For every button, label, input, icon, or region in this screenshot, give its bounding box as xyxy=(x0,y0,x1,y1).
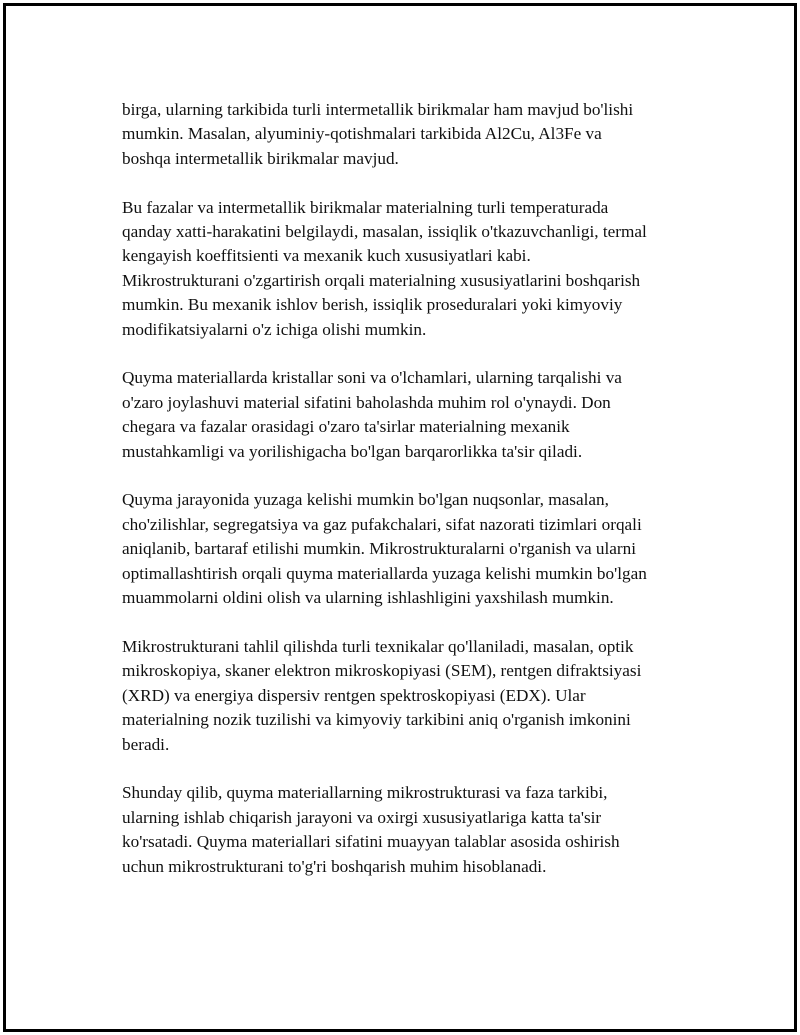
text-line: mumkin. Masalan, alyuminiy-qotishmalari tarkibida Al2Cu, Al3Fe va xyxy=(122,124,602,144)
text-line: optimallashtirish orqali quyma materiallarda yuzaga kelishi mumkin bo'lgan xyxy=(122,563,647,583)
text-line: cho'zilishlar, segregatsiya va gaz pufakchalari, sifat nazorati tizimlari orqali xyxy=(122,514,642,534)
text-line: modifikatsiyalarni o'z ichiga olishi mumkin. xyxy=(122,319,427,339)
paragraph-2 xyxy=(122,196,692,342)
text-line: beradi. xyxy=(122,734,170,754)
text-line: aniqlanib, bartaraf etilishi mumkin. Mikrostrukturalarni o'rganish va ularni xyxy=(122,539,636,559)
text-line: muammolarni oldini olish va ularning ishlashligini yaxshilash mumkin. xyxy=(122,588,614,608)
text-line: ko'rsatadi. Quyma materiallari sifatini muayyan talablar asosida oshirish xyxy=(122,832,620,852)
text-line: Mikrostrukturani tahlil qilishda turli texnikalar qo'llaniladi, masalan, optik xyxy=(122,636,634,656)
text-line: mumkin. Bu mexanik ishlov berish, issiqlik proseduralari yoki kimyoviy xyxy=(122,295,623,315)
text-line: mustahkamligi va yorilishigacha bo'lgan barqarorlikka ta'sir qiladi. xyxy=(122,441,583,461)
text-line: birga, ularning tarkibida turli intermetallik birikmalar ham mavjud bo'lishi xyxy=(122,100,634,119)
text-line: qanday xatti-harakatini belgilaydi, masalan, issiqlik o'tkazuvchanligi, termal xyxy=(122,222,647,242)
text-line: uchun mikrostrukturani to'g'ri boshqarish muhim hisoblanadi. xyxy=(122,856,547,876)
text-line: kengayish koeffitsienti va mexanik kuch xususiyatlari kabi. xyxy=(122,246,531,266)
paragraph-5 xyxy=(122,635,692,757)
paragraph-3 xyxy=(122,366,692,464)
text-line: mikroskopiya, skaner elektron mikroskopiyasi (SEM), rentgen difraktsiyasi xyxy=(122,661,642,681)
text-line: chegara va fazalar orasidagi o'zaro ta'sirlar materialning mexanik xyxy=(122,417,570,437)
page-frame xyxy=(3,3,797,1032)
text-line: (XRD) va energiya dispersiv rentgen spektroskopiyasi (EDX). Ular xyxy=(122,685,586,705)
text-line: o'zaro joylashuvi material sifatini baholashda muhim rol o'ynaydi. Don xyxy=(122,392,611,412)
text-line: boshqa intermetallik birikmalar mavjud. xyxy=(122,148,399,168)
text-line: Mikrostrukturani o'zgartirish orqali materialning xususiyatlarini boshqarish xyxy=(122,270,641,290)
paragraph-1 xyxy=(122,98,692,171)
text-line: Quyma materiallarda kristallar soni va o'lchamlari, ularning tarqalishi va xyxy=(122,368,622,388)
text-line: materialning nozik tuzilishi va kimyoviy tarkibini aniq o'rganish imkonini xyxy=(122,710,631,730)
text-line: Shunday qilib, quyma materiallarning mikrostrukturasi va faza tarkibi, xyxy=(122,783,608,803)
paragraph-4 xyxy=(122,488,692,610)
document-body xyxy=(122,98,692,903)
paragraph-6 xyxy=(122,781,692,879)
text-line: ularning ishlab chiqarish jarayoni va oxirgi xususiyatlariga katta ta'sir xyxy=(122,807,602,827)
text-line: Quyma jarayonida yuzaga kelishi mumkin bo'lgan nuqsonlar, masalan, xyxy=(122,490,609,510)
text-line: Bu fazalar va intermetallik birikmalar materialning turli temperaturada xyxy=(122,197,609,217)
